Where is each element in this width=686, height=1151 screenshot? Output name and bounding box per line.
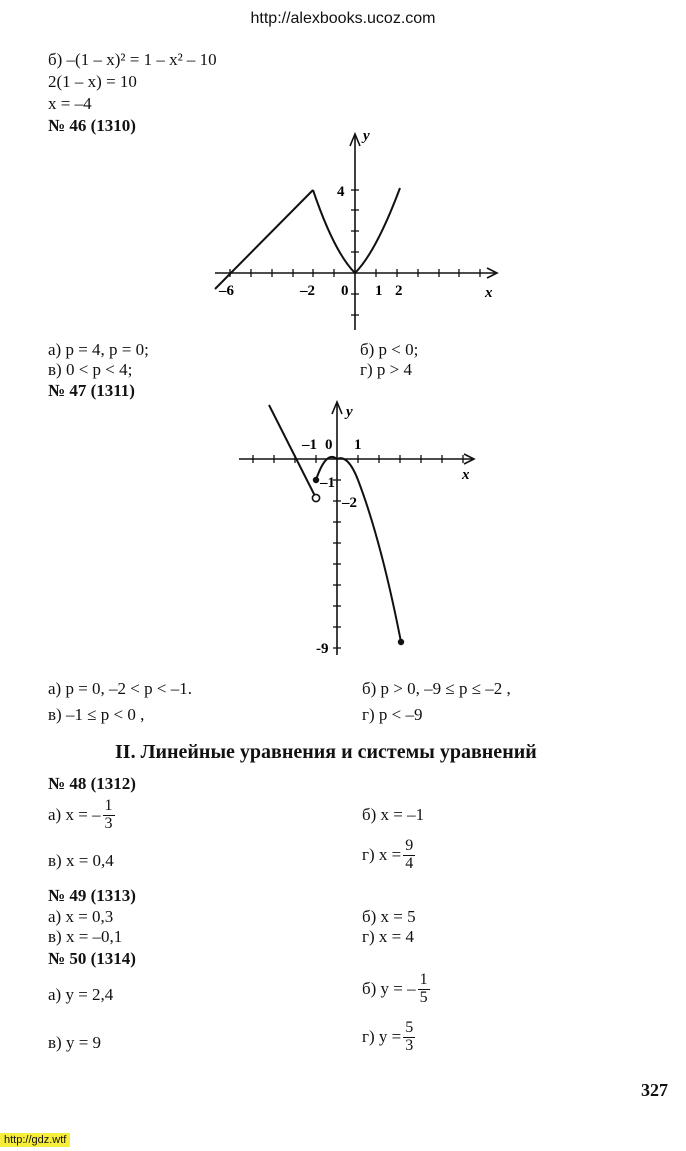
- p50-b-num: 1: [419, 971, 428, 988]
- problem-50-title: № 50 (1314): [48, 949, 136, 968]
- graph-47-open-point: [312, 494, 319, 501]
- p50-b-prefix: б) y = –: [362, 979, 416, 999]
- graph-47-closed-point: [313, 477, 319, 483]
- p48-a-num: 1: [104, 797, 113, 814]
- graph-47-x-tick-m1: –1: [302, 437, 317, 453]
- graph-46-x-tick-m2: –2: [300, 283, 315, 299]
- equation-line-1: б) –(1 – x)² = 1 – x² – 10: [48, 50, 217, 69]
- p47-answer-v: в) –1 ≤ p < 0 ,: [48, 705, 145, 724]
- p48-g-num: 9: [405, 837, 414, 854]
- graph-47-y-tick-m1: –1: [320, 475, 335, 491]
- graph-46-x-tick-1: 1: [375, 283, 383, 299]
- p50-answer-v: в) y = 9: [48, 1033, 102, 1052]
- p50-b-den: 5: [419, 988, 428, 1006]
- p49-answer-b: б) x = 5: [362, 907, 416, 926]
- graph-47-y-tick-m9: -9: [316, 641, 329, 657]
- p46-answer-a: а) p = 4, p = 0;: [48, 340, 149, 359]
- graph-46-y-tick-4: 4: [337, 184, 345, 200]
- graph-46-origin: 0: [341, 283, 349, 299]
- problem-49-title: № 49 (1313): [48, 886, 136, 905]
- page-number: 327: [641, 1080, 668, 1100]
- equation-line-3: x = –4: [48, 94, 92, 113]
- p50-g-fraction: [403, 1020, 415, 1055]
- p50-g-num: 5: [405, 1019, 414, 1036]
- header-url: http://alexbooks.ucoz.com: [250, 10, 436, 27]
- graph-46-line-segment: [215, 190, 313, 289]
- p50-g-den: 3: [405, 1036, 414, 1054]
- p47-answer-g: г) p < –9: [362, 705, 423, 724]
- graph-47-y-label: y: [346, 404, 353, 420]
- p48-a-prefix: а) x = –: [48, 805, 101, 825]
- p48-a-den: 3: [104, 814, 113, 832]
- graph-46-x-tick-m6: –6: [219, 283, 234, 299]
- graph-47-y-tick-m2: –2: [342, 495, 357, 511]
- p48-g-den: 4: [405, 854, 414, 872]
- equation-line-2: 2(1 – x) = 10: [48, 72, 137, 91]
- p46-answer-g: г) p > 4: [360, 360, 412, 379]
- section-title: II. Линейные уравнения и системы уравнений: [115, 741, 537, 763]
- p49-answer-g: г) x = 4: [362, 927, 414, 946]
- p46-answer-b: б) p < 0;: [360, 340, 419, 359]
- p48-answer-b: б) x = –1: [362, 805, 425, 824]
- p49-answer-v: в) x = –0,1: [48, 927, 123, 946]
- p47-answer-b: б) p > 0, –9 ≤ p ≤ –2 ,: [362, 679, 511, 698]
- graph-46-x-tick-2: 2: [395, 283, 403, 299]
- graph-47-origin: 0: [325, 437, 333, 453]
- p50-b-fraction: [418, 972, 430, 1007]
- p48-a-fraction: [103, 798, 115, 833]
- graph-46-x-label: x: [485, 285, 493, 301]
- graph-47: [236, 400, 486, 662]
- footer-badge-link[interactable]: http://gdz.wtf: [0, 1133, 70, 1147]
- problem-48-title: № 48 (1312): [48, 774, 136, 793]
- p46-answer-v: в) 0 < p < 4;: [48, 360, 133, 379]
- p48-answer-a: [48, 798, 117, 833]
- graph-47-end-point: [398, 639, 404, 645]
- graph-47-x-tick-1: 1: [354, 437, 362, 453]
- p48-g-fraction: [403, 838, 415, 873]
- p50-g-prefix: г) y =: [362, 1027, 402, 1047]
- graph-47-parabola: [337, 458, 401, 642]
- p49-answer-a: а) x = 0,3: [48, 907, 114, 926]
- p48-answer-v: в) x = 0,4: [48, 851, 114, 870]
- p47-answer-a: а) p = 0, –2 < p < –1.: [48, 679, 192, 698]
- p50-answer-b: [362, 972, 432, 1007]
- graph-46-y-label: y: [363, 130, 370, 144]
- problem-47-title: № 47 (1311): [48, 381, 135, 400]
- problem-46-title: № 46 (1310): [48, 116, 136, 135]
- p50-answer-a: а) y = 2,4: [48, 985, 114, 1004]
- p50-answer-g: [362, 1020, 417, 1055]
- p48-g-prefix: г) x =: [362, 845, 402, 865]
- graph-46: [205, 130, 505, 335]
- p48-answer-g: [362, 838, 417, 873]
- graph-47-x-label: x: [462, 467, 470, 483]
